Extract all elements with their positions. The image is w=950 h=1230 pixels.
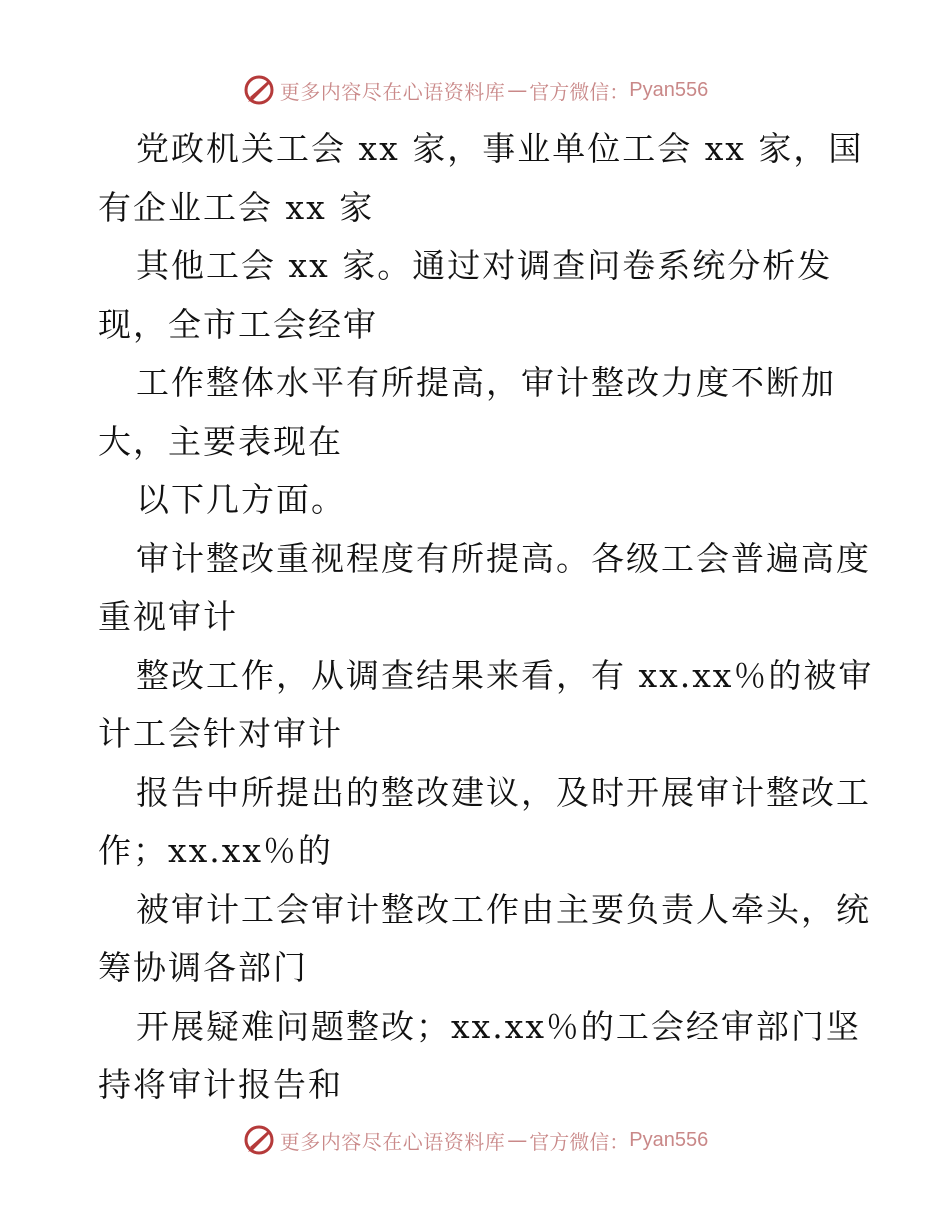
- paragraph-line: 作；xx.xx％的: [98, 831, 333, 870]
- paragraph-7: [98, 764, 871, 881]
- paragraph-8: [98, 881, 871, 998]
- paragraph-5: [98, 530, 871, 647]
- paragraph-6: [98, 647, 874, 764]
- paragraph-line: 工作整体水平有所提高，审计整改力度不断加: [136, 363, 836, 402]
- paragraph-line: 筹协调各部门: [98, 948, 308, 987]
- document-body: [98, 120, 874, 1115]
- paragraph-9: [98, 998, 861, 1115]
- paragraph-line: 持将审计报告和: [98, 1065, 343, 1104]
- paragraph-line: 报告中所提出的整改建议，及时开展审计整改工: [136, 772, 871, 812]
- banner-title: 更多内容尽在心语资料库: [279, 79, 506, 104]
- paragraph-line: 开展疑难问题整改；xx.xx％的工会经审部门坚: [136, 1006, 861, 1046]
- paragraph-1: [98, 120, 864, 237]
- paragraph-line: 被审计工会审计整改工作由主要负责人牵头，统: [136, 889, 871, 929]
- banner-wechat-id: Pyan556: [629, 1128, 709, 1151]
- paragraph-line: 重视审计: [98, 597, 238, 636]
- paragraph-line: 以下几方面。: [136, 480, 346, 519]
- banner-wechat-label: 官方微信：: [529, 79, 630, 104]
- banner-wechat-label: 官方微信：: [529, 1129, 630, 1154]
- paragraph-2: [98, 237, 853, 354]
- footer-banner: [0, 1120, 950, 1160]
- paragraph-line: 其他工会 xx 家。通过对调查问卷系统分析发: [136, 246, 833, 285]
- banner-separator: —: [507, 78, 528, 102]
- paragraph-line: 现，全市工会经审: [98, 304, 378, 344]
- paragraph-line: 党政机关工会 xx 家，事业单位工会 xx 家，国: [136, 129, 864, 168]
- paragraph-line: 审计整改重视程度有所提高。各级工会普遍高度: [136, 538, 871, 578]
- paragraph-line: 有企业工会 xx 家: [98, 187, 375, 227]
- paragraph-3: [98, 354, 853, 471]
- banner-wechat-id: Pyan556: [629, 78, 709, 101]
- pen-logo-icon: [242, 1123, 276, 1157]
- header-banner: [0, 70, 950, 110]
- paragraph-line: 大，主要表现在: [98, 421, 343, 461]
- paragraph-4: [98, 471, 853, 530]
- paragraph-line: 整改工作，从调查结果来看，有 xx.xx％的被审: [136, 655, 874, 695]
- paragraph-line: 计工会针对审计: [98, 714, 343, 753]
- banner-title: 更多内容尽在心语资料库: [279, 1129, 506, 1154]
- pen-logo-icon: [242, 73, 276, 107]
- banner-separator: —: [507, 1128, 528, 1152]
